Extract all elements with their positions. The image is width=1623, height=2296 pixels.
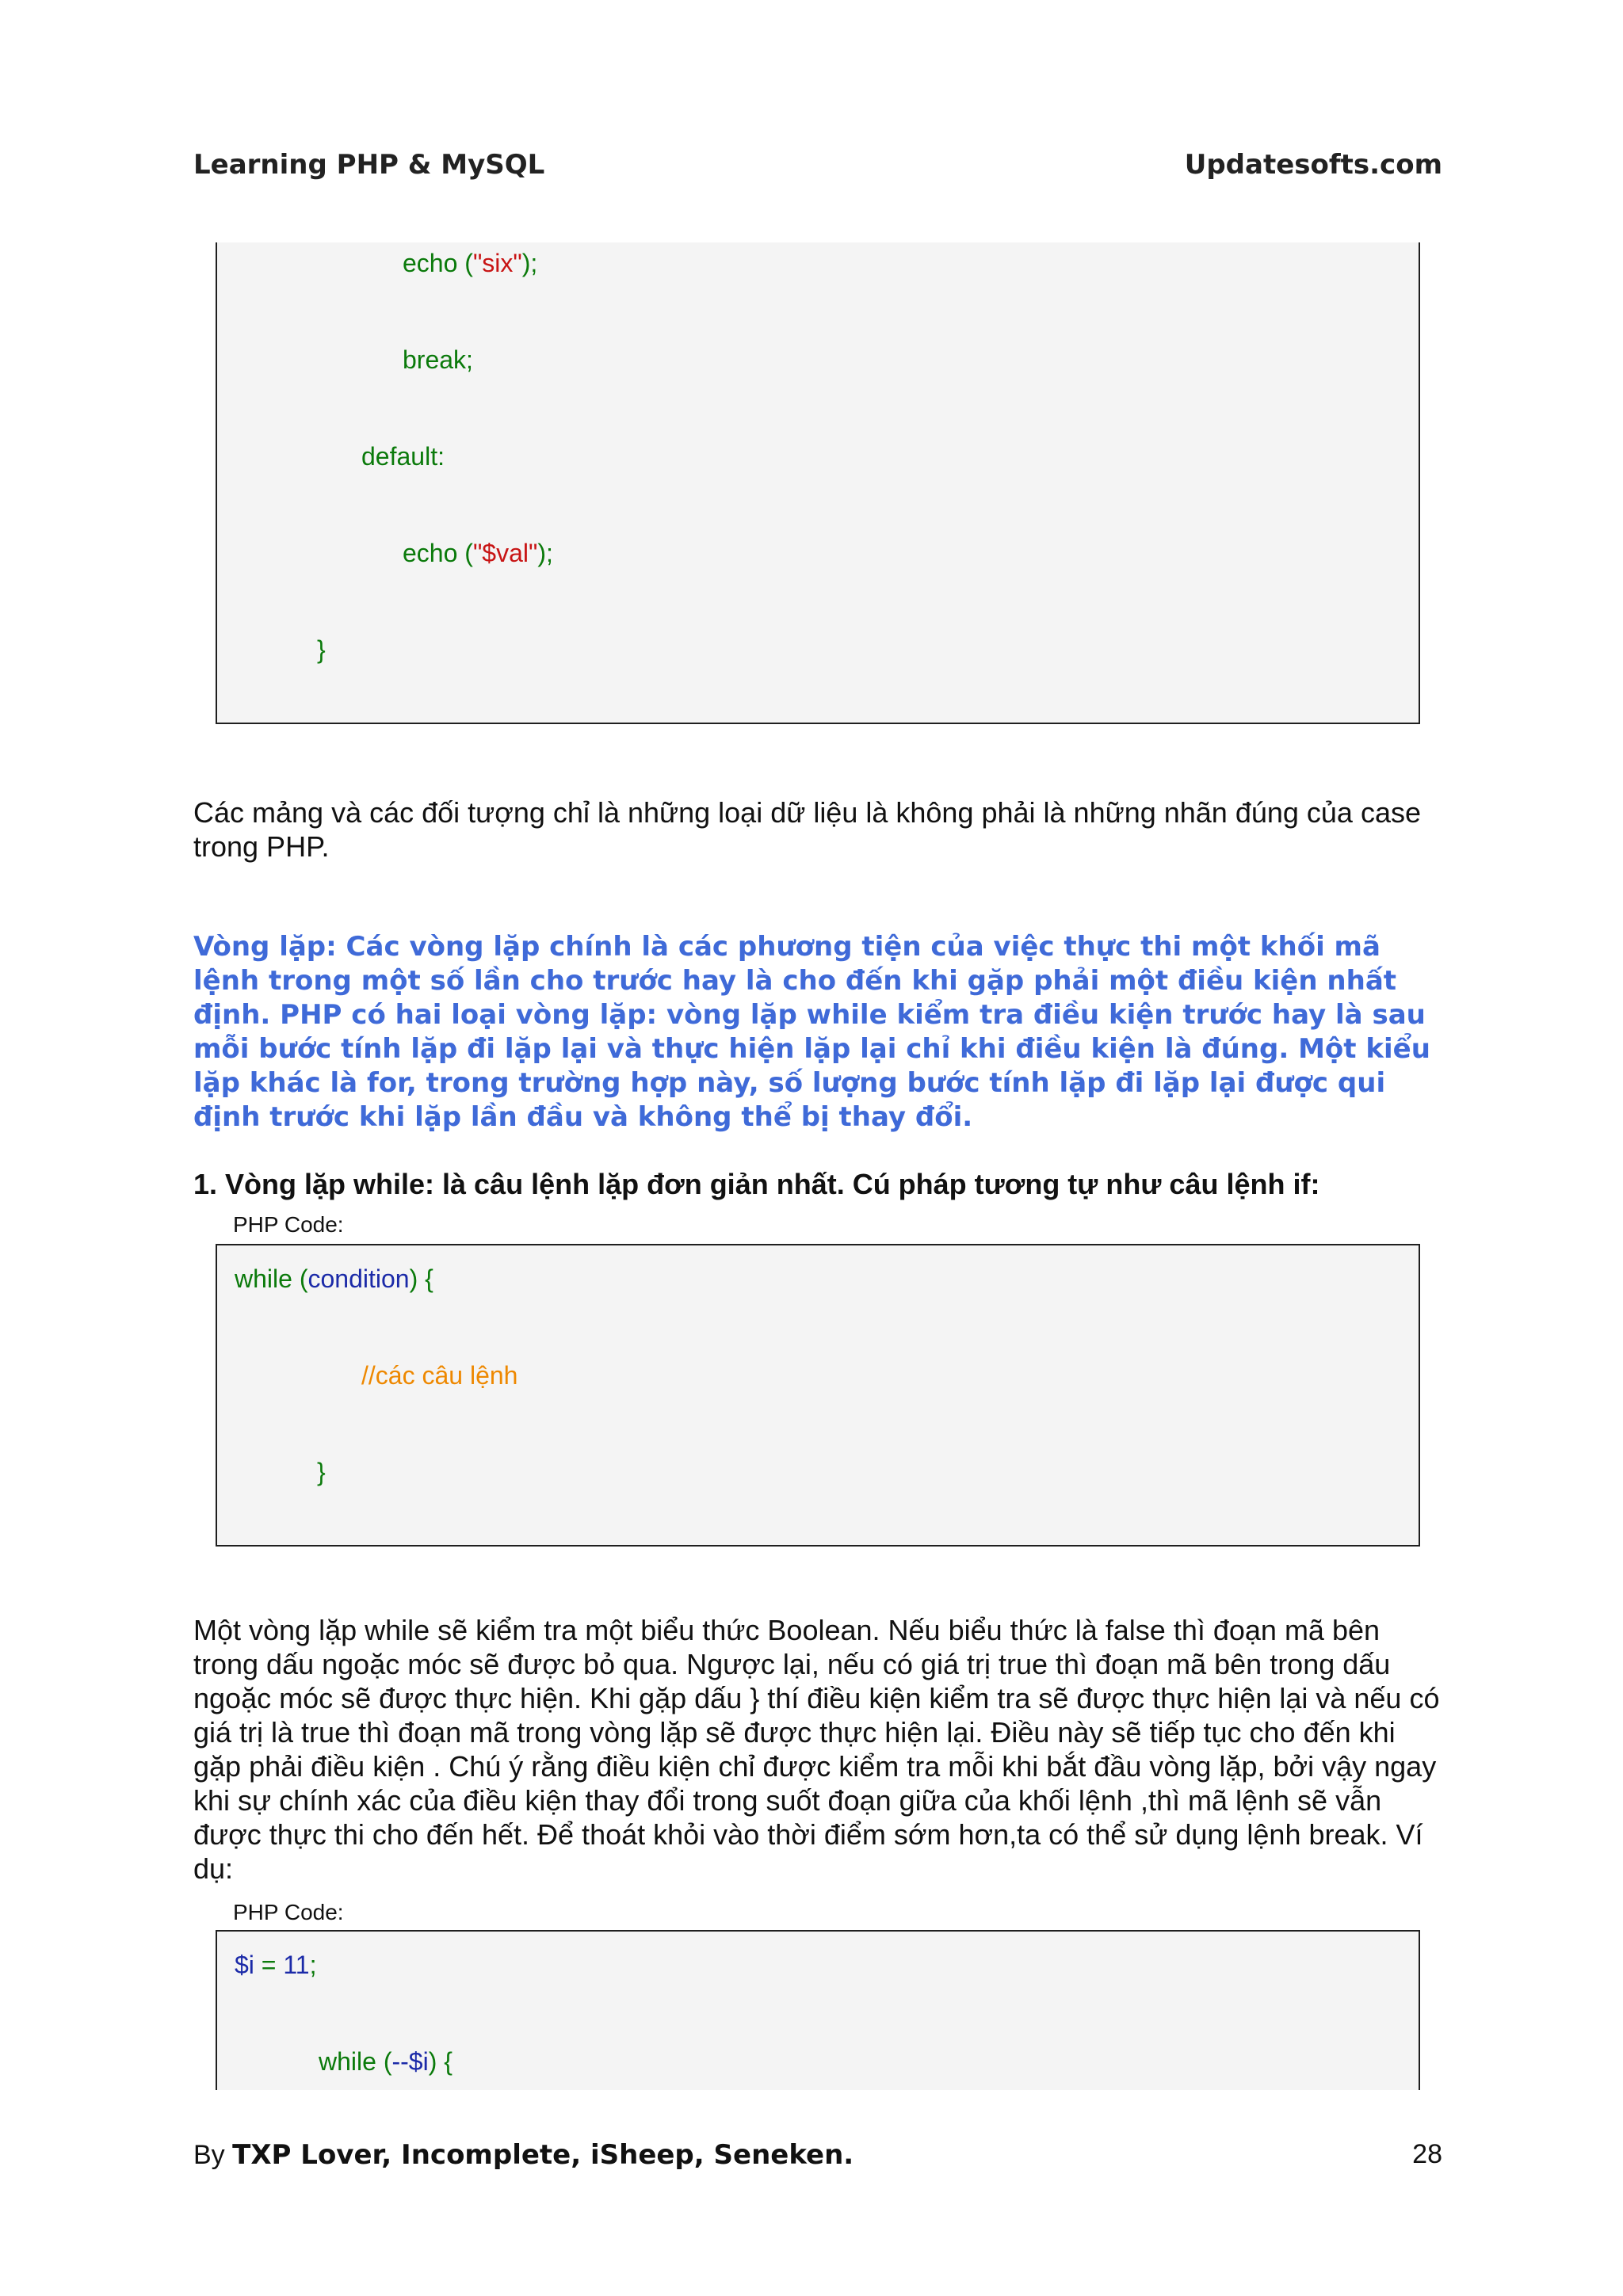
code-line-echo-six: echo ("six"); [403,249,538,277]
document-title: Learning PHP & MySQL [193,149,545,181]
code-line-while-decrement: while (--$i) { [319,2047,453,2076]
section-while-heading: 1. Vòng lặp while: là câu lệnh lặp đơn giản nhất. Cú pháp tương tự như câu lệnh if: [193,1168,1320,1200]
php-code-label: PHP Code: [233,1900,344,1924]
code-line-echo-val: echo ("$val"); [403,539,553,567]
code-line-close-brace: } [317,635,326,664]
code-line-i-assign: $i = 11; [235,1951,317,1979]
code-block-switch-continued [216,242,1420,724]
code-line-default: default: [361,442,445,471]
page-number: 28 [1412,2139,1442,2169]
code-line-close-brace: } [317,1458,326,1486]
code-line-comment: //các câu lệnh [361,1361,518,1390]
site-name: Updatesofts.com [1184,149,1442,181]
code-line-break: break; [403,345,473,374]
code-block-while-example [216,1930,1420,2090]
loops-intro: Vòng lặp: Các vòng lặp chính là các phương tiện của việc thực thi một khối mã lệnh trong một số lần cho trước hay là cho đến khi gặp phải một điều kiện nhất định. PHP có hai loại vòng lặp: vòng lặp while kiểm tra điều kiện trước hay là sau mỗi bước tính lặp đi lặp lại và thực hiện lặp lại chỉ khi điều kiện là đúng. Một kiểu lặp khác là for, trong trường hợp này, số lượng bước tính lặp đi lặp lại được qui định trước khi lặp lần đầu và không thể bị thay đổi. [193,931,1430,1133]
paragraph-arrays-objects: Các mảng và các đối tượng chỉ là những loại dữ liệu là không phải là những nhãn đúng của case trong PHP. [193,796,1422,863]
footer-authors: By TXP Lover, Incomplete, iSheep, Seneken. [193,2139,854,2171]
code-block-while-syntax [216,1244,1420,1547]
code-line-while-condition: while (condition) { [235,1264,433,1293]
paragraph-while-explanation: Một vòng lặp while sẽ kiểm tra một biểu thức Boolean. Nếu biểu thức là false thì đoạn mã bên trong dấu ngoặc móc sẽ được bỏ qua. Ngược lại, nếu có giá trị true thì đoạn mã bên trong dấu ngoặc móc sẽ được thực hiện. Khi gặp dấu } thí điều kiện kiểm tra sẽ được thực hiện lại và nếu có giá trị là true thì đoạn mã trong vòng lặp sẽ được thực hiện lại. Điều này sẽ tiếp tục cho đến khi gặp phải điều kiện . Chú ý rằng điều kiện chỉ được kiểm tra mỗi khi bắt đầu vòng lặp, bởi vậy ngay khi sự chính xác của điều kiện thay đổi trong suốt đoạn giữa của khối lệnh ,thì mã lệnh sẽ vẫn được thực thi cho đến hết. Để thoát khỏi vào thời điểm sớm hơn,ta có thể sử dụng lệnh break. Ví dụ: [193,1614,1440,1885]
php-code-label: PHP Code: [233,1212,344,1237]
